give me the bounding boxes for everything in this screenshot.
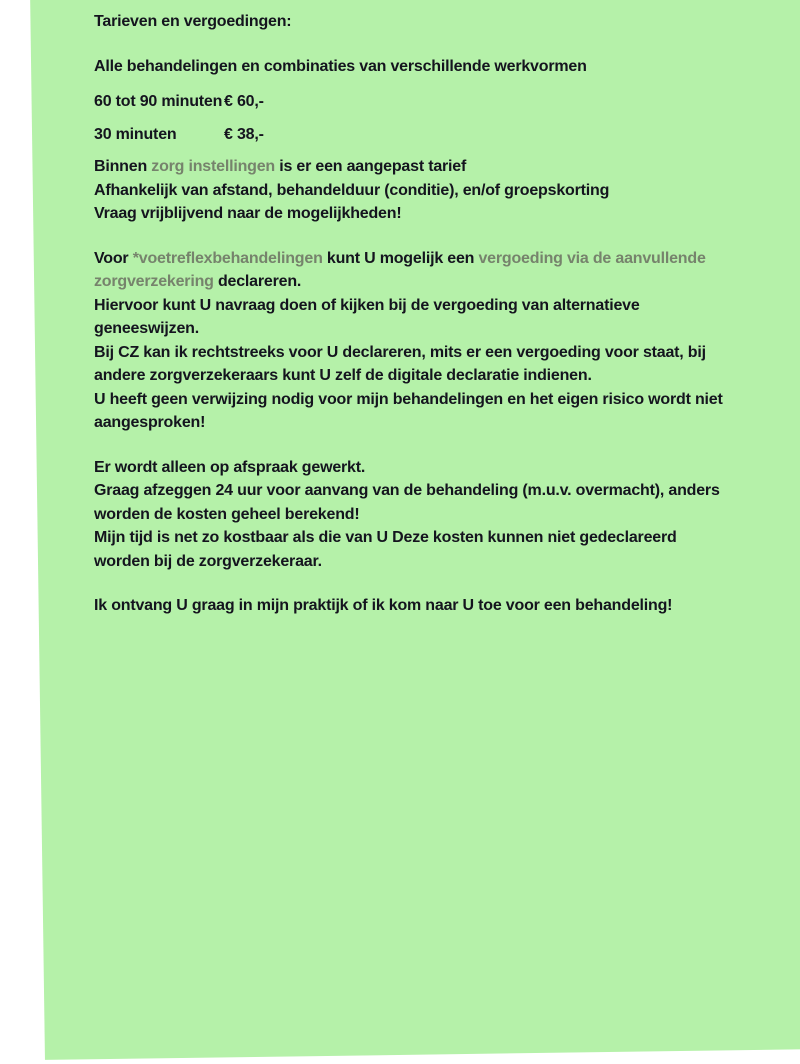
text-segment: Alle behandelingen en combinaties van verschillende werkvormen bbox=[94, 57, 587, 75]
text-segment: U heeft geen verwijzing nodig voor mijn behandelingen en het eigen risico wordt niet aangesproken! bbox=[94, 390, 723, 431]
text-segment: Mijn tijd is net zo kostbaar als die van U Deze kosten kunnen niet gedeclareerd worden bij de zorgverzekeraar. bbox=[94, 529, 677, 570]
text-line bbox=[94, 388, 734, 435]
text-segment: *voetreflexbehandelingen bbox=[132, 249, 323, 267]
price-value: € 60,- bbox=[224, 93, 264, 110]
price-value: € 38,- bbox=[224, 125, 264, 143]
price-line bbox=[94, 123, 734, 147]
text-segment: declareren. bbox=[213, 273, 302, 290]
price-label: 30 minuten bbox=[94, 125, 177, 143]
text-segment: Vraag vrijblijvend naar de mogelijkheden! bbox=[94, 205, 402, 222]
text-segment: Hiervoor kunt U navraag doen of kijken bij de vergoeding van alternatieve geneeswijzen. bbox=[94, 296, 640, 337]
text-segment: Bij CZ kan ik rechtstreeks voor U declareren, mits er een vergoeding voor staat, bij andere zorgverzekeraars kunt U zelf de digitale declaratie indienen. bbox=[94, 343, 706, 384]
text-segment: Er wordt alleen op afspraak gewerkt. bbox=[94, 458, 366, 476]
text-line bbox=[94, 594, 734, 618]
text-line bbox=[94, 55, 734, 79]
text-segment: is er een aangepast tarief bbox=[274, 158, 467, 175]
document-body bbox=[94, 55, 734, 618]
text-line bbox=[94, 247, 734, 294]
text-line bbox=[94, 294, 734, 341]
text-line bbox=[94, 202, 734, 226]
text-line bbox=[94, 155, 734, 179]
text-segment: Voor bbox=[94, 249, 133, 267]
text-segment: Ik ontvang U graag in mijn praktijk of ik kom naar U toe voor een behandeling! bbox=[94, 597, 673, 614]
text-segment: vergoeding via de aanvullende zorgverzekering bbox=[94, 249, 706, 290]
text-segment: zorg instellingen bbox=[151, 158, 275, 175]
text-segment: Graag afzeggen 24 uur voor aanvang van de behandeling (m.u.v. overmacht), anders worden de kosten geheel berekend! bbox=[94, 482, 720, 523]
text-line bbox=[94, 526, 734, 573]
text-line bbox=[94, 456, 734, 480]
document bbox=[94, 10, 734, 618]
text-segment: Binnen bbox=[94, 158, 152, 175]
text-line bbox=[94, 341, 734, 388]
text-segment: Afhankelijk van afstand, behandelduur (conditie), en/of groepskorting bbox=[94, 181, 610, 199]
price-label: 60 tot 90 minuten bbox=[94, 93, 223, 110]
text-line bbox=[94, 479, 734, 526]
page-title: Tarieven en vergoedingen: bbox=[94, 13, 292, 30]
text-line bbox=[94, 179, 734, 203]
text-segment: kunt U mogelijk een bbox=[322, 249, 479, 267]
price-line bbox=[94, 90, 734, 114]
